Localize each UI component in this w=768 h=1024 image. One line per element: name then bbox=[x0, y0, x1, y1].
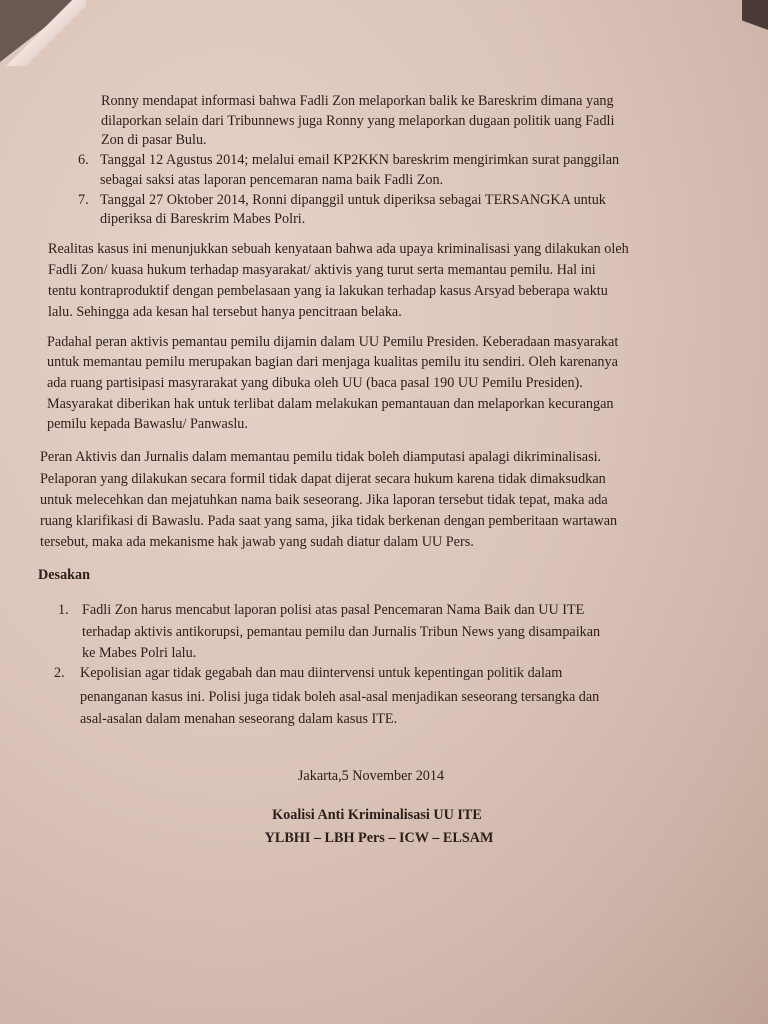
paragraph-line: Pelaporan yang dilakukan secara formil tidak dapat dijerat secara hukum karena tidak dimaksudkan bbox=[40, 471, 606, 487]
demand-line: asal-asalan dalam menahan seseorang dalam kasus ITE. bbox=[80, 711, 398, 727]
place-date: Jakarta,5 November 2014 bbox=[297, 768, 445, 784]
paragraph-line: tentu kontraproduktif dengan pembelasaan yang ia lakukan terhadap kasus Arsyad beberapa waktu bbox=[48, 283, 608, 299]
list-item-continued-line: dilaporkan selain dari Tribunnews juga Ronny yang melaporkan dugaan politik uang Fadli bbox=[101, 113, 615, 129]
paragraph-line: ruang klarifikasi di Bawaslu. Pada saat yang sama, jika tidak berkenan dengan pemberitaan wartawan bbox=[40, 513, 618, 529]
paragraph-line: untuk melecehkan dan mejatuhkan nama baik seseorang. Jika laporan tersebut tidak tepat, maka ada bbox=[40, 492, 608, 508]
paragraph-line: Fadli Zon/ kuasa hukum terhadap masyarakat/ aktivis yang turut serta memantau pemilu. Hal ini bbox=[48, 262, 596, 278]
demand-number: 2. bbox=[54, 665, 65, 681]
section-heading: Desakan bbox=[38, 567, 91, 583]
list-item-line: sebagai saksi atas laporan pencemaran nama baik Fadli Zon. bbox=[100, 172, 444, 188]
paragraph-line: Padahal peran aktivis pemantau pemilu dijamin dalam UU Pemilu Presiden. Keberadaan masyarakat bbox=[47, 334, 619, 350]
demand-line: terhadap aktivis antikorupsi, pemantau pemilu dan Jurnalis Tribun News yang disampaikan bbox=[82, 624, 601, 640]
paragraph-line: ada ruang partisipasi masyrarakat yang dibuka oleh UU (baca pasal 190 UU Pemilu Presiden). bbox=[47, 375, 583, 391]
list-item-line: Tanggal 27 Oktober 2014, Ronni dipanggil untuk diperiksa sebagai TERSANGKA untuk bbox=[100, 192, 606, 208]
demand-number: 1. bbox=[58, 602, 69, 618]
list-item-number: 7. bbox=[78, 192, 89, 208]
list-item-continued-line: Ronny mendapat informasi bahwa Fadli Zon melaporkan balik ke Bareskrim dimana yang bbox=[101, 93, 614, 109]
member-organizations: YLBHI – LBH Pers – ICW – ELSAM bbox=[264, 830, 494, 846]
paragraph-line: untuk memantau pemilu merupakan bagian dari menjaga kualitas pemilu itu sendiri. Oleh karenanya bbox=[47, 354, 618, 370]
demand-line: penanganan kasus ini. Polisi juga tidak boleh asal-asal menjadikan seseorang tersangka dan bbox=[80, 689, 600, 705]
paragraph-line: Peran Aktivis dan Jurnalis dalam memantau pemilu tidak boleh diamputasi apalagi dikriminalisasi. bbox=[40, 449, 602, 465]
demand-line: ke Mabes Polri lalu. bbox=[82, 645, 197, 661]
list-item-number: 6. bbox=[78, 152, 89, 168]
paragraph-line: tersebut, maka ada mekanisme hak jawab yang sudah diatur dalam UU Pers. bbox=[40, 534, 474, 550]
demand-line: Fadli Zon harus mencabut laporan polisi atas pasal Pencemaran Nama Baik dan UU ITE bbox=[82, 602, 585, 618]
organization-name: Koalisi Anti Kriminalisasi UU ITE bbox=[272, 807, 482, 823]
paragraph-line: lalu. Sehingga ada kesan hal tersebut hanya pencitraan belaka. bbox=[48, 304, 402, 320]
paragraph-line: Masyarakat diberikan hak untuk terlibat dalam melakukan pemantauan dan melaporkan kecurangan bbox=[47, 396, 614, 412]
paragraph-line: pemilu kepada Bawaslu/ Panwaslu. bbox=[47, 416, 248, 432]
list-item-continued-line: Zon di pasar Bulu. bbox=[101, 132, 207, 148]
demand-line: Kepolisian agar tidak gegabah dan mau diintervensi untuk kepentingan politik dalam bbox=[80, 665, 563, 681]
list-item-line: Tanggal 12 Agustus 2014; melalui email KP2KKN bareskrim mengirimkan surat panggilan bbox=[100, 152, 620, 168]
list-item-line: diperiksa di Bareskrim Mabes Polri. bbox=[100, 211, 306, 227]
paragraph-line: Realitas kasus ini menunjukkan sebuah kenyataan bahwa ada upaya kriminalisasi yang dilakukan oleh bbox=[48, 241, 629, 257]
